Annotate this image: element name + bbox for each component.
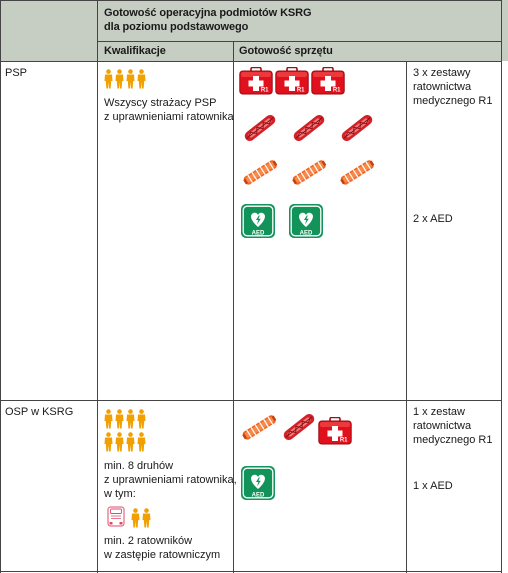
first-aid-kit-icon (275, 67, 309, 95)
grid-line (501, 0, 502, 573)
rescuer-figure-icon (104, 69, 113, 89)
rescue-stretcher-icon (290, 111, 328, 145)
first-aid-kit-icon (311, 67, 345, 95)
summary-kits: medycznego R1 (413, 95, 493, 107)
rescuer-figure-icon (137, 69, 146, 89)
rescuer-figure-icon (126, 409, 135, 429)
unit-label-osp: OSP w KSRG (5, 406, 74, 418)
rescue-stretcher-icon (241, 111, 279, 145)
column-header-qualifications: Kwalifikacje (104, 45, 166, 57)
grid-line (97, 41, 502, 42)
spine-board-icon (290, 155, 328, 189)
summary-aed: 2 x AED (413, 213, 453, 225)
spine-board-icon (338, 155, 376, 189)
summary-kits: 1 x zestaw (413, 406, 465, 418)
grid-line (0, 0, 502, 1)
rescuer-figure-icon (137, 409, 146, 429)
qualification-text: Wszyscy strażacy PSP (104, 97, 217, 109)
summary-kits: medycznego R1 (413, 434, 493, 446)
crew-figure-icon (131, 508, 140, 528)
fire-vehicle-icon (106, 506, 126, 528)
grid-line (97, 0, 98, 573)
qualification-text: z uprawnieniami ratownika (104, 111, 234, 123)
qualification-text: z uprawnieniami ratownika, (104, 474, 237, 486)
grid-line (0, 61, 502, 62)
first-aid-kit-icon (239, 67, 273, 95)
summary-kits: 3 x zestawy (413, 67, 471, 79)
spine-board-icon (240, 410, 278, 444)
rescuer-figure-icon (115, 432, 124, 452)
aed-icon (288, 203, 324, 239)
qualification-text: min. 2 ratowników (104, 535, 193, 547)
rescuer-figure-icon (104, 432, 113, 452)
rescuer-figure-icon (104, 409, 113, 429)
grid-line (406, 61, 407, 573)
crew-figure-icon (142, 508, 151, 528)
summary-aed: 1 x AED (413, 480, 453, 492)
rescue-stretcher-icon (338, 111, 376, 145)
aed-icon (240, 465, 276, 501)
qualification-text: min. 8 druhów (104, 460, 174, 472)
rescuer-figure-icon (115, 69, 124, 89)
grid-line (0, 571, 502, 572)
summary-kits: ratownictwa (413, 81, 472, 93)
header-subtitle: dla poziomu podstawowego (104, 21, 249, 33)
aed-icon (240, 203, 276, 239)
rescuer-figure-icon (126, 69, 135, 89)
rescue-stretcher-icon (280, 410, 318, 444)
qualification-text: w zastępie ratowniczym (104, 549, 221, 561)
unit-label-psp: PSP (5, 67, 28, 79)
rescuer-figure-icon (126, 432, 135, 452)
grid-line (0, 400, 502, 401)
rescuer-figure-icon (115, 409, 124, 429)
spine-board-icon (241, 155, 279, 189)
column-header-equipment: Gotowość sprzętu (239, 45, 333, 57)
grid-line (0, 0, 1, 573)
first-aid-kit-icon (318, 417, 352, 445)
rescuer-figure-icon (137, 432, 146, 452)
header-title: Gotowość operacyjna podmiotów KSRG (104, 7, 312, 19)
summary-kits: ratownictwa (413, 420, 472, 432)
qualification-text: w tym: (104, 488, 136, 500)
